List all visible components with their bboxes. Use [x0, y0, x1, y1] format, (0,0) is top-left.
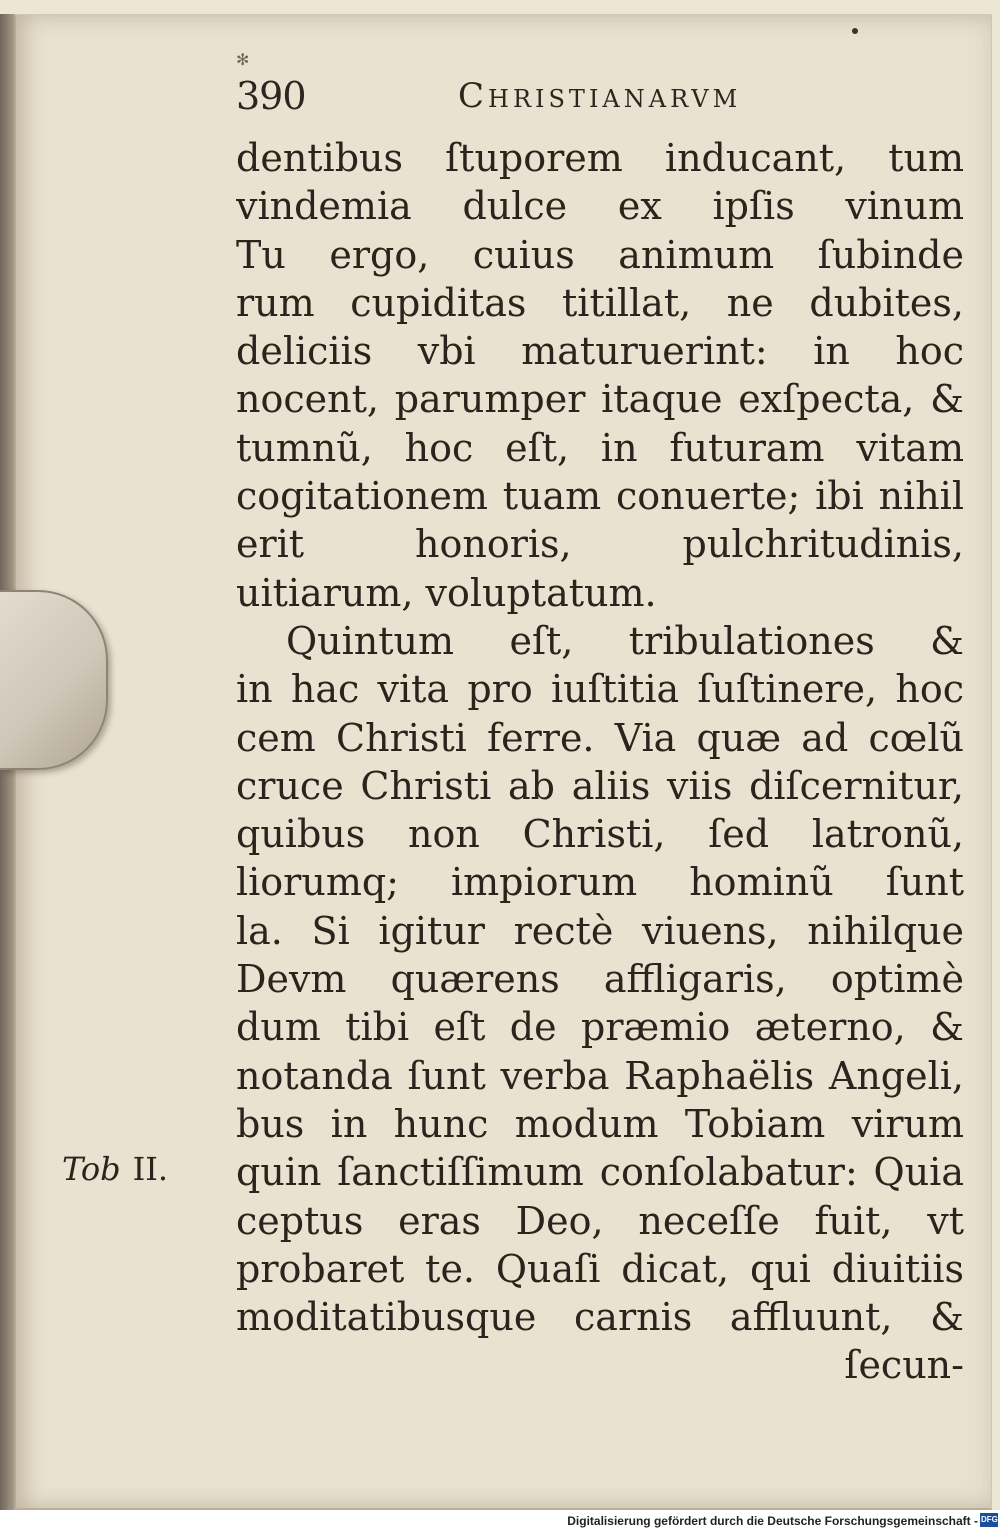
ink-mark: ✻ — [236, 50, 250, 69]
page-header — [236, 70, 856, 120]
text-line: cem Christi ferre. Via quæ ad cœlũ — [236, 715, 964, 760]
dfg-logo: DFG — [980, 1513, 998, 1527]
running-head: Christianarvm — [458, 76, 742, 116]
text-line: erit honoris, pulchritudinis, — [236, 522, 964, 567]
text-line: ceptus eras Deo, neceſſe fuit, vt — [236, 1198, 964, 1243]
text-line: tumnũ, hoc eſt, in futuram vitam — [236, 425, 964, 470]
page-number: 390 — [236, 74, 306, 118]
text-line: cruce Christi ab aliis viis diſcernitur, — [236, 763, 964, 808]
text-line: uitiarum, voluptatum. — [236, 570, 657, 615]
text-line: in hac vita pro iuſtitia ſuſtinere, hoc — [236, 667, 964, 712]
text-line: probaret te. Quaſi dicat, qui diuitiis — [236, 1246, 964, 1291]
text-line: quibus non Christi, ſed latronũ, — [236, 812, 964, 857]
text-line: liorumq; impiorum hominũ ſunt — [236, 860, 964, 905]
text-line: cogitationem tuam conuerte; ibi nihil — [236, 474, 964, 519]
margin-note — [62, 1150, 168, 1188]
margin-note-ref: Tob — [62, 1150, 121, 1188]
text-line: quin ſanctiſſimum conſolabatur: Quia — [236, 1150, 964, 1195]
ink-dot — [852, 28, 858, 34]
body-text — [236, 134, 964, 1390]
footer-bar — [0, 1510, 1000, 1533]
book-clasp — [0, 590, 108, 770]
text-line: vindemia dulce ex ipſis vinum — [236, 184, 964, 229]
text-line: moditatibusque carnis affluunt, & — [236, 1295, 964, 1340]
text-line: dum tibi eſt de præmio æterno, & — [236, 1005, 964, 1050]
margin-note-chapter: II. — [132, 1150, 169, 1188]
funding-credit: Digitalisierung gefördert durch die Deutsche Forschungsgemeinschaft - — [567, 1514, 978, 1528]
paragraph-start-line: Quintum eſt, tribulationes & — [286, 618, 964, 663]
text-line: rum cupiditas titillat, ne dubites, — [236, 280, 964, 325]
text-line: la. Si igitur rectè viuens, nihilque — [236, 908, 964, 953]
text-line: notanda ſunt verba Raphaëlis Angeli, — [236, 1053, 964, 1098]
text-line: deliciis vbi maturuerint: in hoc — [236, 329, 964, 374]
text-line: bus in hunc modum Tobiam virum — [236, 1101, 964, 1146]
text-line: nocent, parumper itaque exſpecta, & — [236, 377, 964, 422]
text-line: Tu ergo, cuius animum ſubinde — [236, 232, 964, 277]
text-line: Devm quærens affligaris, optimè — [236, 957, 964, 1002]
catchword: ſecun- — [844, 1343, 964, 1388]
text-line: dentibus ſtuporem inducant, tum — [236, 136, 964, 180]
